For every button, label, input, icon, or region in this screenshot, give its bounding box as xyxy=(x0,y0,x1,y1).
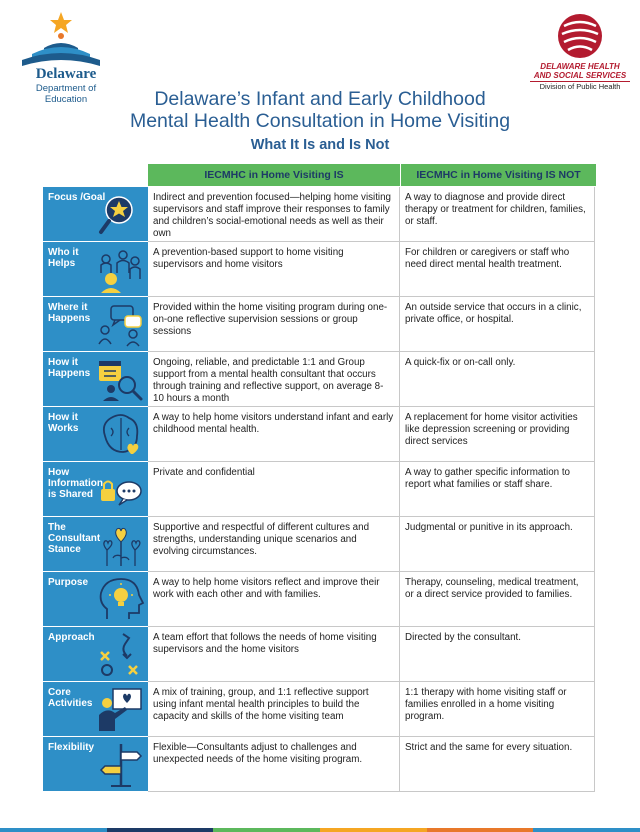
is-not-cell: A quick-fix or on-call only. xyxy=(400,352,595,407)
head-lightbulb-icon xyxy=(97,575,145,623)
table-row xyxy=(43,187,595,242)
presenter-board-icon xyxy=(97,685,145,733)
row-label: How it Happens xyxy=(48,357,91,379)
doe-subname: Department of Education xyxy=(35,83,97,105)
magnifier-star-icon xyxy=(97,190,145,238)
row-label-cell xyxy=(43,682,148,737)
table-row xyxy=(43,297,595,352)
is-cell: A team effort that follows the needs of home visiting supervisors and the home visitors xyxy=(148,627,400,682)
row-label: Focus /Goal xyxy=(48,192,106,203)
row-label: Where it Happens xyxy=(48,302,91,324)
table-row xyxy=(43,572,595,627)
signpost-icon xyxy=(97,740,145,788)
is-cell: A way to help home visitors understand infant and early childhood mental health. xyxy=(148,407,400,462)
conversation-icon xyxy=(97,300,145,348)
row-label: Who it Helps xyxy=(48,247,79,269)
row-label-cell xyxy=(43,572,148,627)
title-line-2: Mental Health Consultation in Home Visiting xyxy=(129,110,511,132)
is-not-cell: Judgmental or punitive in its approach. xyxy=(400,517,595,572)
row-label-cell xyxy=(43,462,148,517)
table-row xyxy=(43,407,595,462)
is-not-cell: Therapy, counseling, medical treatment, or a direct service provided to families. xyxy=(400,572,595,627)
table-row xyxy=(43,352,595,407)
dhss-name-2: AND SOCIAL SERVICES xyxy=(533,71,627,80)
title-line-1: Delaware’s Infant and Early Childhood xyxy=(154,88,486,110)
is-not-cell: A way to diagnose and provide direct therapy or treatment for children, families, or staff. xyxy=(400,187,595,242)
is-not-cell: Strict and the same for every situation. xyxy=(400,737,595,792)
doe-logo xyxy=(14,10,118,105)
is-cell: A way to help home visitors reflect and improve their work with each other and with families. xyxy=(148,572,400,627)
dhss-name-1: DELAWARE HEALTH xyxy=(540,62,620,71)
row-label-cell xyxy=(43,352,148,407)
row-label-cell xyxy=(43,242,148,297)
dhss-emblem-icon xyxy=(528,12,632,62)
row-label: The Consultant Stance xyxy=(48,522,101,555)
is-not-cell: A replacement for home visitor activities like depression screening or providing direct services xyxy=(400,407,595,462)
doe-book-star-icon xyxy=(14,10,118,68)
is-cell: Supportive and respectful of different cultures and strengths, understanding unique scenarios and evolving circumstances. xyxy=(148,517,400,572)
row-label-cell xyxy=(43,627,148,682)
footer-stripe xyxy=(0,828,640,832)
row-label: Flexibility xyxy=(48,742,95,753)
table-row xyxy=(43,737,595,792)
page-subtitle: What It Is and Is Not xyxy=(250,137,390,153)
header-is-not: IECMHC in Home Visiting IS NOT xyxy=(400,164,596,186)
table-row xyxy=(43,682,595,737)
lock-chat-icon xyxy=(97,465,145,513)
is-cell: Provided within the home visiting program during one-on-one reflective supervision sessions or group sessions xyxy=(148,297,400,352)
is-cell: Private and confidential xyxy=(148,462,400,517)
is-cell: A mix of training, group, and 1:1 reflective support using infant mental health principles to build the capacity and skills of the home visiting team xyxy=(148,682,400,737)
game-plan-icon xyxy=(97,630,145,678)
heart-flowers-icon xyxy=(97,520,145,568)
doe-name: Delaware xyxy=(35,66,97,82)
is-not-cell: For children or caregivers or staff who need direct mental health treatment. xyxy=(400,242,595,297)
is-cell: Ongoing, reliable, and predictable 1:1 and Group support from a mental health consultant that occurs through training and reflective support, on average 8-10 hours a month xyxy=(148,352,400,407)
people-group-icon xyxy=(97,245,145,293)
calendar-person-icon xyxy=(97,355,145,403)
row-label: Approach xyxy=(48,632,95,643)
header-is: IECMHC in Home Visiting IS xyxy=(148,164,400,186)
row-label-cell xyxy=(43,407,148,462)
dhss-division: Division of Public Health xyxy=(530,81,630,91)
brain-heart-icon xyxy=(97,410,145,458)
row-label-cell xyxy=(43,187,148,242)
is-not-cell: An outside service that occurs in a clinic, private office, or hospital. xyxy=(400,297,595,352)
row-label-cell xyxy=(43,737,148,792)
row-label-cell xyxy=(43,517,148,572)
table-row xyxy=(43,627,595,682)
row-label-cell xyxy=(43,297,148,352)
row-label: Purpose xyxy=(48,577,89,588)
is-not-cell: A way to gather specific information to report what families or staff share. xyxy=(400,462,595,517)
table-row xyxy=(43,517,595,572)
is-cell: Indirect and prevention focused—helping home visiting supervisors and staff improve their responses to family and children’s social-emotional needs as well as their own xyxy=(148,187,400,242)
table-row xyxy=(43,462,595,517)
row-label: Core Activities xyxy=(48,687,93,709)
row-label: How Information is Shared xyxy=(48,467,103,500)
table-row xyxy=(43,242,595,297)
is-not-cell: 1:1 therapy with home visiting staff or families enrolled in a home visiting program. xyxy=(400,682,595,737)
is-cell: Flexible—Consultants adjust to challenges and unexpected needs of the home visiting program. xyxy=(148,737,400,792)
is-cell: A prevention-based support to home visiting supervisors and home visitors xyxy=(148,242,400,297)
is-not-cell: Directed by the consultant. xyxy=(400,627,595,682)
page-title xyxy=(70,88,570,132)
row-label: How it Works xyxy=(48,412,79,434)
dhss-logo xyxy=(528,12,632,92)
